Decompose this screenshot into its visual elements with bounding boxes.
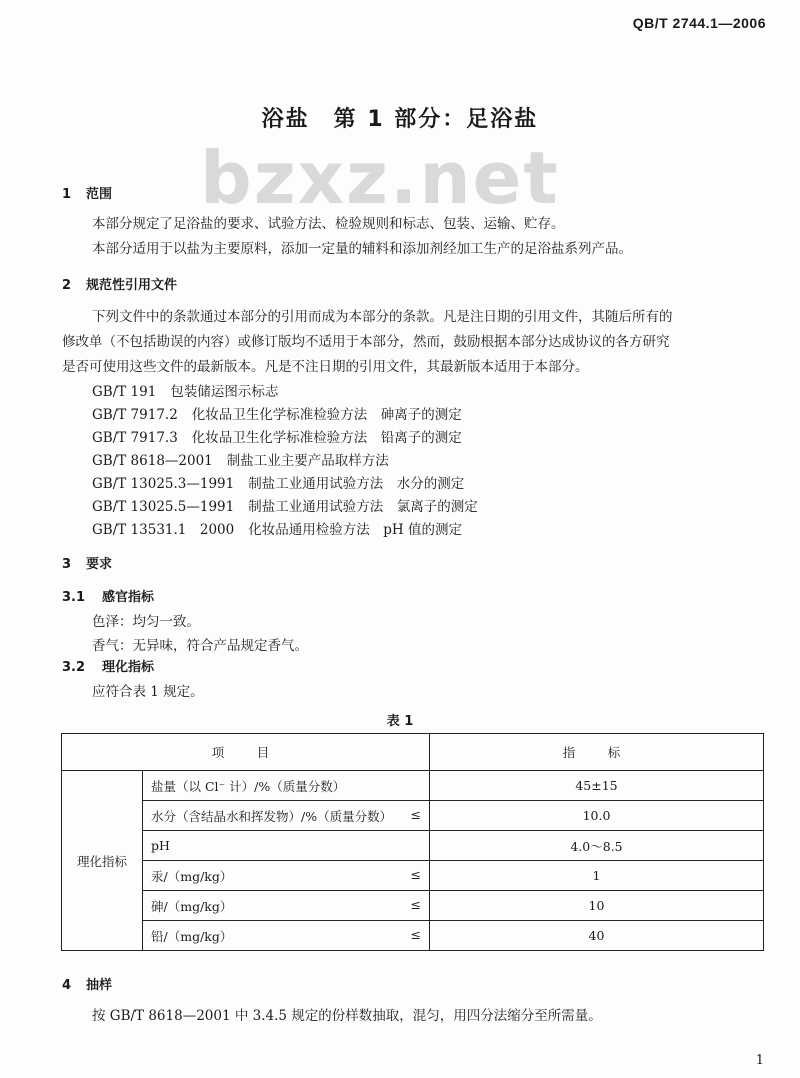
section-heading-normative (62, 274, 177, 293)
watermark: bzxz.net (200, 136, 560, 220)
reference-item (92, 495, 478, 515)
section-number: 1 (62, 187, 72, 202)
section-heading-scope (62, 183, 112, 202)
value-cell: 10.0 (430, 801, 764, 831)
sampling-paragraph: 按 GB/T 8618—2001 中 3.4.5 规定的份样数抽取，混匀，用四分法缩分至所需量。 (92, 1008, 602, 1024)
header-item: 项 目 (62, 734, 430, 771)
section-title: 范围 (86, 187, 113, 202)
reference-item (92, 449, 389, 469)
section-number: 4 (62, 978, 72, 993)
reference-code: GB/T 13025.5—1991 (92, 499, 235, 515)
le-symbol: ≤ (410, 926, 421, 942)
section-number: 2 (62, 278, 72, 293)
item-label: 汞/（mg/kg） (151, 868, 233, 884)
physchem-line: 应符合表 1 规定。 (92, 684, 204, 700)
reference-code: GB/T 7917.2 (92, 407, 178, 423)
sensory-line: 香气：无异味，符合产品规定香气。 (92, 638, 308, 654)
reference-item (92, 518, 462, 538)
reference-title: 化妆品卫生化学标准检验方法 铅离子的测定 (191, 430, 462, 446)
reference-title: 制盐工业通用试验方法 氯离子的测定 (248, 499, 478, 515)
table-caption: 表 1 (386, 714, 414, 729)
value-cell: 45±15 (430, 771, 764, 801)
value-cell: 10 (430, 891, 764, 921)
item-label: 盐量（以 Cl⁻ 计）/%（质量分数） (151, 778, 346, 794)
item-cell (143, 771, 430, 801)
value-cell: 1 (430, 861, 764, 891)
reference-item (92, 403, 462, 423)
value-cell: 4.0～8.5 (430, 831, 764, 861)
normative-paragraph: 修改单（不包括勘误的内容）或修订版均不适用于本部分，然而，鼓励根据本部分达成协议的各方研究 (62, 334, 670, 350)
table-row (62, 861, 764, 891)
sensory-line: 色泽：均匀一致。 (92, 614, 200, 630)
item-label: 砷/（mg/kg） (151, 898, 233, 914)
section-title: 规范性引用文件 (86, 278, 178, 293)
section-title: 要求 (86, 557, 113, 572)
item-cell (143, 921, 430, 951)
le-symbol: ≤ (410, 806, 421, 822)
reference-code: GB/T 191 (92, 384, 157, 400)
item-label: 水分（含结晶水和挥发物）/%（质量分数） (151, 808, 393, 824)
subsection-heading-physchem (62, 656, 154, 675)
item-cell (143, 861, 430, 891)
table-row (62, 771, 764, 801)
page-number: 1 (755, 1053, 764, 1068)
reference-item (92, 472, 464, 492)
scope-paragraph: 本部分规定了足浴盐的要求、试验方法、检验规则和标志、包装、运输、贮存。 (92, 216, 565, 232)
item-cell (143, 891, 430, 921)
reference-title: 包装储运图示标志 (170, 384, 279, 400)
subsection-title: 感官指标 (102, 590, 155, 605)
le-symbol: ≤ (410, 896, 421, 912)
reference-title: 制盐工业主要产品取样方法 (226, 453, 389, 469)
header-value: 指 标 (430, 734, 764, 771)
item-cell (143, 831, 430, 861)
normative-paragraph: 下列文件中的条款通过本部分的引用而成为本部分的条款。凡是注日期的引用文件，其随后所有的 (92, 309, 673, 325)
reference-title: 制盐工业通用试验方法 水分的测定 (248, 476, 465, 492)
table-header-row (62, 734, 764, 771)
le-symbol: ≤ (410, 866, 421, 882)
reference-code: GB/T 7917.3 (92, 430, 178, 446)
subsection-heading-sensory (62, 586, 154, 605)
reference-item (92, 380, 278, 400)
subsection-title: 理化指标 (102, 660, 155, 675)
table-row (62, 921, 764, 951)
section-heading-sampling (62, 974, 112, 993)
item-cell (143, 801, 430, 831)
reference-code: GB/T 8618—2001 (92, 453, 213, 469)
scope-paragraph: 本部分适用于以盐为主要原料，添加一定量的辅料和添加剂经加工生产的足浴盐系列产品。 (92, 241, 632, 257)
spec-table (61, 733, 764, 951)
section-title: 抽样 (86, 978, 113, 993)
document-title: 浴盐 第 1 部分：足浴盐 (261, 107, 539, 132)
subsection-number: 3.2 (62, 660, 86, 675)
table-row (62, 891, 764, 921)
table-row (62, 831, 764, 861)
item-label: 铅/（mg/kg） (151, 928, 233, 944)
subsection-number: 3.1 (62, 590, 86, 605)
reference-code: GB/T 13025.3—1991 (92, 476, 235, 492)
item-label: pH (151, 838, 170, 853)
normative-paragraph: 是否可使用这些文件的最新版本。凡是不注日期的引用文件，其最新版本适用于本部分。 (62, 359, 589, 375)
reference-title: 化妆品卫生化学标准检验方法 砷离子的测定 (191, 407, 462, 423)
category-cell: 理化指标 (62, 771, 143, 951)
table-row (62, 801, 764, 831)
reference-title: 化妆品通用检验方法 pH 值的测定 (248, 522, 462, 538)
section-number: 3 (62, 557, 72, 572)
reference-code: GB/T 13531.1 2000 (92, 522, 235, 538)
reference-item (92, 426, 462, 446)
value-cell: 40 (430, 921, 764, 951)
section-heading-requirements (62, 553, 112, 572)
standard-code: QB/T 2744.1—2006 (632, 15, 766, 31)
